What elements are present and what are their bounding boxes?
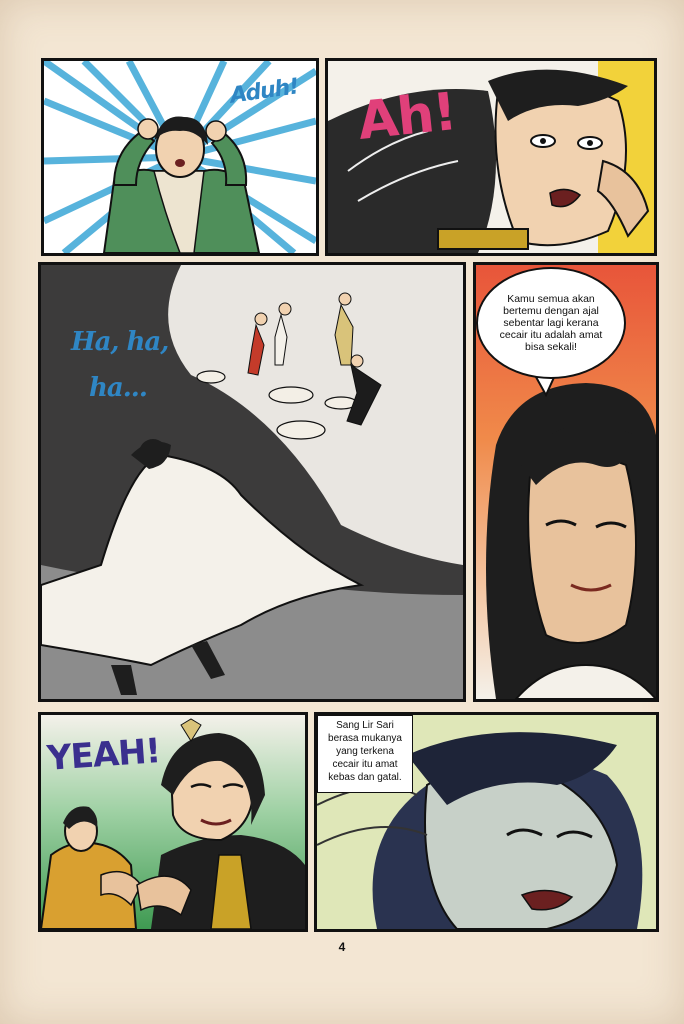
panel-6 [314, 712, 659, 932]
sfx-aduh: Aduh! [228, 74, 300, 109]
panel-1 [41, 58, 319, 256]
panel-2 [325, 58, 657, 256]
distant-fighters [248, 293, 381, 425]
sfx-haha-line1: Ha, ha, [71, 327, 169, 357]
speech-bubble: Kamu semua akan bertemu dengan ajal sebentar lagi kerana cecair itu adalah amat bisa sekali! [476, 267, 626, 379]
panel-4-figure [486, 383, 656, 699]
narration-caption: Sang Lir Sari berasa mukanya yang terkena cecair itu amat kebas dan gatal. [317, 715, 413, 793]
panel-5-figure-right [137, 719, 305, 929]
sfx-haha-line2: ha... [89, 373, 147, 403]
panel-5-figure-left [41, 806, 141, 929]
sfx-ah: Ah! [355, 82, 459, 152]
page-number: 4 [338, 940, 346, 954]
panel-3 [38, 262, 466, 702]
panel-4 [473, 262, 659, 702]
sfx-yeah: YEAH! [45, 731, 162, 779]
panel-5 [38, 712, 308, 932]
